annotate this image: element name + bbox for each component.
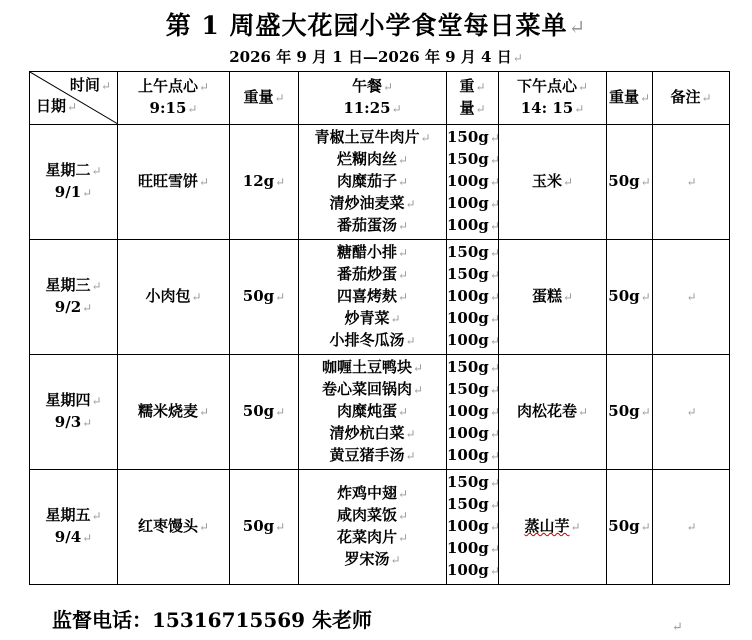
- lunch-item: 咖喱土豆鸭块: [321, 358, 412, 376]
- afternoon-weight-cell: 50g↵: [607, 125, 653, 240]
- morning-weight-cell: 50g↵: [230, 355, 299, 470]
- afternoon-weight-cell: 50g↵: [607, 470, 653, 585]
- header-weight-2: 重量↵: [607, 72, 653, 125]
- header-lunch: 午餐↵ 11:25↵: [299, 72, 447, 125]
- lunch-item: 卷心菜回锅肉: [321, 380, 412, 398]
- afternoon-weight-cell: 50g↵: [607, 240, 653, 355]
- lunch-item: 清炒油麦菜: [329, 194, 405, 212]
- afternoon-weight-cell: 50g↵: [607, 355, 653, 470]
- morning-snack-cell: 旺旺雪饼↵: [118, 125, 230, 240]
- morning-weight-cell: 50g↵: [230, 240, 299, 355]
- lunch-item: 炸鸡中翅: [336, 484, 397, 502]
- lunch-weight-cell: 150g↵ 150g↵ 100g↵ 100g↵ 100g↵: [447, 240, 499, 355]
- lunch-item: 糖醋小排: [336, 243, 397, 261]
- paragraph-mark-icon: ↵: [568, 15, 587, 39]
- header-afternoon-snack: 下午点心↵ 14: 15↵: [499, 72, 607, 125]
- lunch-cell: 咖喱土豆鸭块↵ 卷心菜回锅肉↵ 肉糜炖蛋↵ 清炒杭白菜↵ 黄豆猪手汤↵: [299, 355, 447, 470]
- day-cell: 星期三↵ 9/2↵: [30, 240, 118, 355]
- header-date: 日期: [36, 97, 67, 115]
- date-range: [0, 46, 752, 67]
- lunch-item: 番茄蛋汤: [336, 216, 397, 234]
- paragraph-mark-icon: ↵: [672, 620, 683, 635]
- header-weight: 重量↵: [230, 72, 299, 125]
- header-time-date-cell: 时间↵ 日期↵: [30, 72, 118, 125]
- lunch-item: 罗宋汤: [344, 550, 390, 568]
- day-cell: 星期二↵ 9/1↵: [30, 125, 118, 240]
- morning-snack-cell: 红枣馒头↵: [118, 470, 230, 585]
- afternoon-snack-cell: 肉松花卷↵: [499, 355, 607, 470]
- day-row: [30, 240, 730, 355]
- lunch-item: 清炒杭白菜: [329, 424, 405, 442]
- header-time: 时间: [69, 76, 100, 94]
- lunch-cell: 糖醋小排↵ 番茄炒蛋↵ 四喜烤麸↵ 炒青菜↵ 小排冬瓜汤↵: [299, 240, 447, 355]
- day-cell: 星期四↵ 9/3↵: [30, 355, 118, 470]
- lunch-item: 小排冬瓜汤: [329, 331, 405, 349]
- lunch-item: 炒青菜: [344, 309, 390, 327]
- lunch-cell: 青椒土豆牛肉片↵ 烂糊肉丝↵ 肉糜茄子↵ 清炒油麦菜↵ 番茄蛋汤↵: [299, 125, 447, 240]
- date-range-text: 2026 年 9 月 1 日—2026 年 9 月 4 日: [229, 48, 512, 66]
- afternoon-snack-cell: 蛋糕↵: [499, 240, 607, 355]
- lunch-item: 花菜肉片: [336, 528, 397, 546]
- lunch-item: 青椒土豆牛肉片: [314, 128, 420, 146]
- lunch-weight-cell: 150g↵ 150g↵ 100g↵ 100g↵ 100g↵: [447, 470, 499, 585]
- day-cell: 星期五↵ 9/4↵: [30, 470, 118, 585]
- remark-cell: ↵: [653, 240, 730, 355]
- remark-cell: ↵: [653, 125, 730, 240]
- afternoon-snack-cell: 玉米↵: [499, 125, 607, 240]
- remark-cell: ↵: [653, 470, 730, 585]
- lunch-weight-cell: 150g↵ 150g↵ 100g↵ 100g↵ 100g↵: [447, 125, 499, 240]
- lunch-weight-cell: 150g↵ 150g↵ 100g↵ 100g↵ 100g↵: [447, 355, 499, 470]
- afternoon-snack-cell: 蒸山芋↵: [499, 470, 607, 585]
- lunch-item: 番茄炒蛋: [336, 265, 397, 283]
- lunch-cell: 炸鸡中翅↵ 咸肉菜饭↵ 花菜肉片↵ 罗宋汤↵: [299, 470, 447, 585]
- lunch-item: 烂糊肉丝: [336, 150, 397, 168]
- lunch-item: 四喜烤麸: [336, 287, 397, 305]
- morning-snack-cell: 糯米烧麦↵: [118, 355, 230, 470]
- header-remarks: 备注↵: [653, 72, 730, 125]
- lunch-item: 肉糜炖蛋: [336, 402, 397, 420]
- header-lunch-weight: 重↵ 量↵: [447, 72, 499, 125]
- menu-title: [0, 6, 752, 42]
- lunch-item: 肉糜茄子: [336, 172, 397, 190]
- lunch-item: 黄豆猪手汤: [329, 446, 405, 464]
- day-row: [30, 470, 730, 585]
- remark-cell: ↵: [653, 355, 730, 470]
- supervision-phone: 监督电话：15316715569 朱老师: [52, 608, 373, 632]
- morning-weight-cell: 12g↵: [230, 125, 299, 240]
- menu-table: [29, 71, 730, 585]
- morning-weight-cell: 50g↵: [230, 470, 299, 585]
- header-morning-snack: 上午点心↵ 9:15↵: [118, 72, 230, 125]
- day-row: [30, 125, 730, 240]
- lunch-item: 咸肉菜饭: [336, 506, 397, 524]
- header-row: [30, 72, 730, 125]
- menu-title-text: 第 1 周盛大花园小学食堂每日菜单: [165, 11, 568, 40]
- day-row: [30, 355, 730, 470]
- paragraph-mark-icon: ↵: [512, 51, 523, 65]
- morning-snack-cell: 小肉包↵: [118, 240, 230, 355]
